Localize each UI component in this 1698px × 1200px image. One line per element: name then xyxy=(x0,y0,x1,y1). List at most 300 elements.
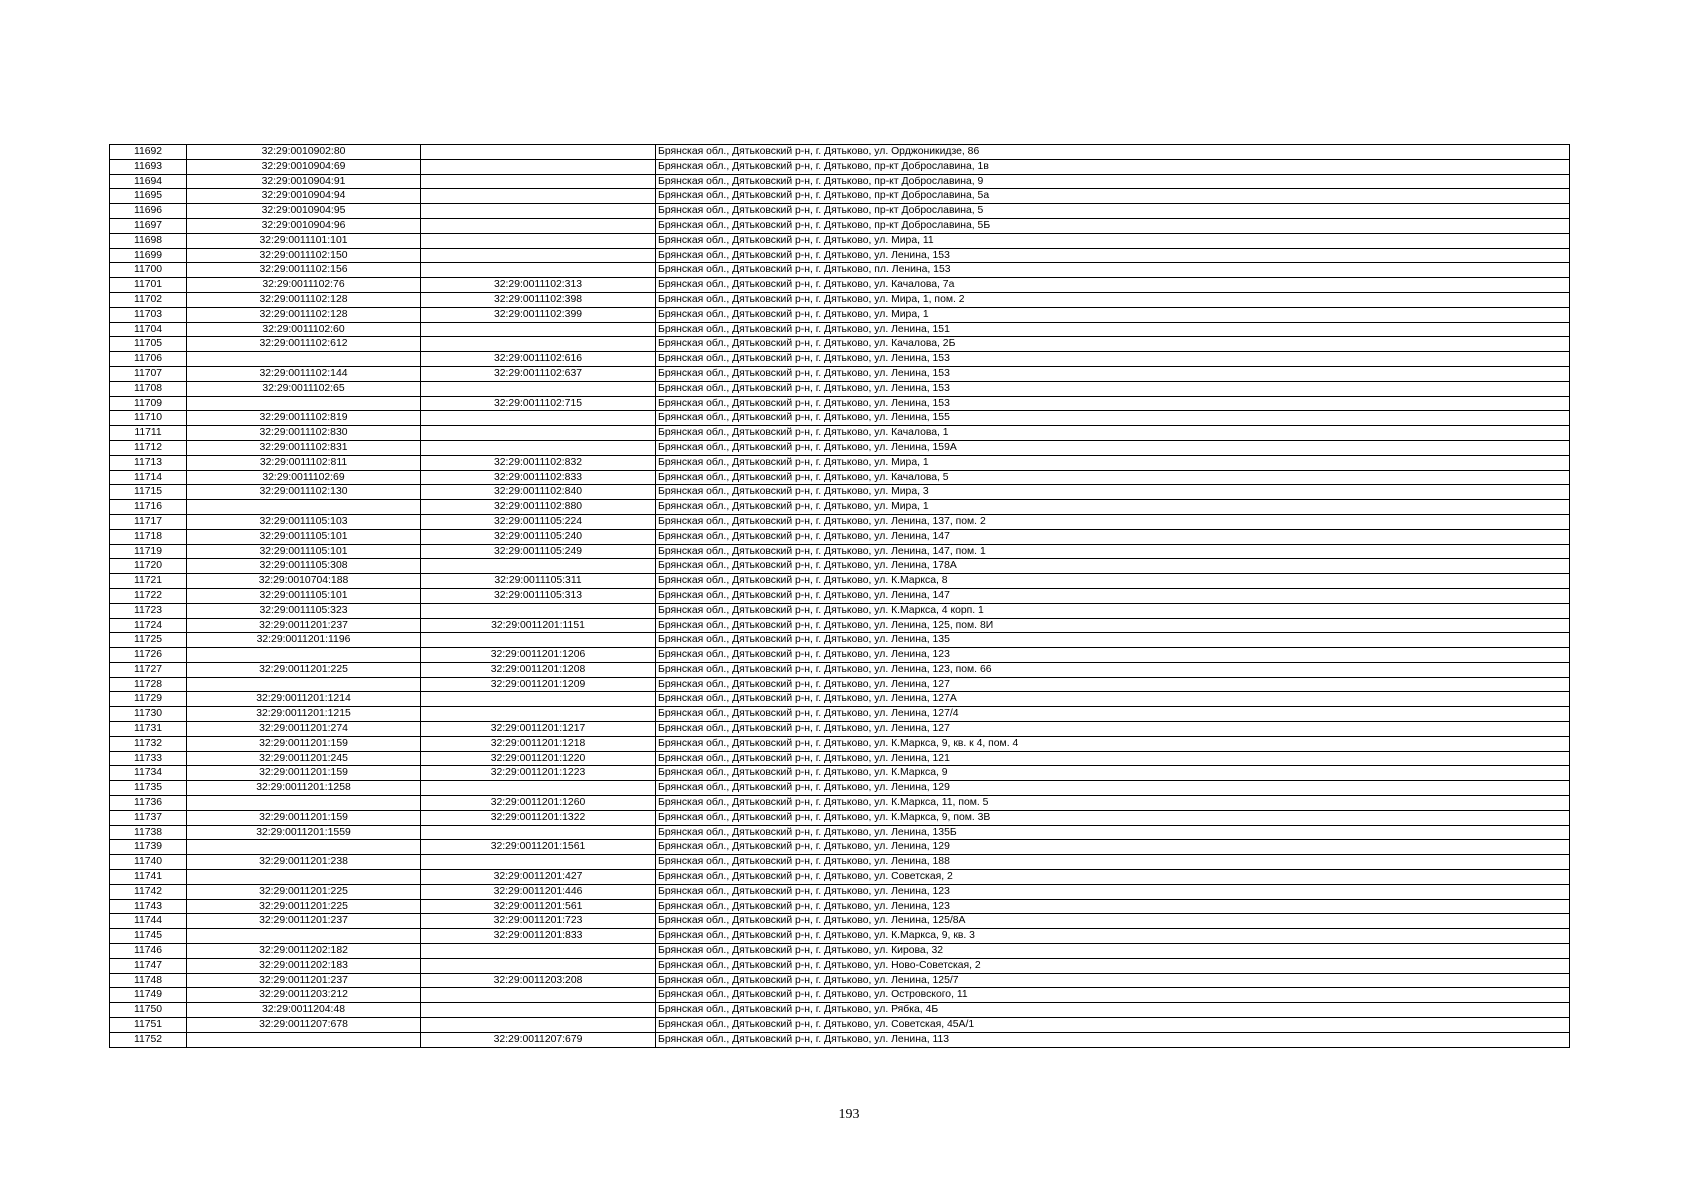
cadastral-number-cell: 32:29:0011201:1215 xyxy=(187,707,421,722)
room-cadastral-number-cell: 32:29:0011102:616 xyxy=(421,352,656,367)
room-cadastral-number-cell xyxy=(421,781,656,796)
table-row xyxy=(110,707,1570,722)
address-cell: Брянская обл., Дятьковский р-н, г. Дятьково, ул. Качалова, 5 xyxy=(656,470,1570,485)
cadastral-number-cell xyxy=(187,500,421,515)
address-cell: Брянская обл., Дятьковский р-н, г. Дятьково, ул. К.Маркса, 9 xyxy=(656,766,1570,781)
room-cadastral-number-cell: 32:29:0011102:715 xyxy=(421,396,656,411)
address-cell: Брянская обл., Дятьковский р-н, г. Дятьково, ул. Ленина, 127 xyxy=(656,677,1570,692)
row-number-cell: 11725 xyxy=(110,633,187,648)
row-number-cell: 11714 xyxy=(110,470,187,485)
cadastral-number-cell: 32:29:0011201:225 xyxy=(187,884,421,899)
room-cadastral-number-cell: 32:29:0011203:208 xyxy=(421,973,656,988)
cadastral-number-cell xyxy=(187,352,421,367)
table-row xyxy=(110,781,1570,796)
cadastral-number-cell xyxy=(187,396,421,411)
cadastral-number-cell: 32:29:0011202:182 xyxy=(187,944,421,959)
row-number-cell: 11715 xyxy=(110,485,187,500)
room-cadastral-number-cell: 32:29:0011201:1218 xyxy=(421,736,656,751)
address-cell: Брянская обл., Дятьковский р-н, г. Дятьково, ул. Рябка, 4Б xyxy=(656,1003,1570,1018)
room-cadastral-number-cell xyxy=(421,944,656,959)
cadastral-number-cell xyxy=(187,840,421,855)
row-number-cell: 11723 xyxy=(110,603,187,618)
cadastral-number-cell: 32:29:0011201:159 xyxy=(187,810,421,825)
address-cell: Брянская обл., Дятьковский р-н, г. Дятьково, ул. Ленина, 147 xyxy=(656,529,1570,544)
address-cell: Брянская обл., Дятьковский р-н, г. Дятьково, ул. Мира, 3 xyxy=(656,485,1570,500)
address-cell: Брянская обл., Дятьковский р-н, г. Дятьково, ул. Ленина, 147 xyxy=(656,588,1570,603)
cadastral-number-cell: 32:29:0011207:678 xyxy=(187,1018,421,1033)
address-cell: Брянская обл., Дятьковский р-н, г. Дятьково, ул. Ленина, 127А xyxy=(656,692,1570,707)
row-number-cell: 11692 xyxy=(110,145,187,160)
room-cadastral-number-cell: 32:29:0011201:427 xyxy=(421,870,656,885)
room-cadastral-number-cell: 32:29:0011201:723 xyxy=(421,914,656,929)
cadastral-number-cell xyxy=(187,796,421,811)
row-number-cell: 11747 xyxy=(110,958,187,973)
cadastral-number-cell: 32:29:0011102:128 xyxy=(187,292,421,307)
room-cadastral-number-cell xyxy=(421,825,656,840)
table-row xyxy=(110,914,1570,929)
cadastral-number-cell: 32:29:0010902:80 xyxy=(187,145,421,160)
table-row xyxy=(110,292,1570,307)
room-cadastral-number-cell: 32:29:0011105:311 xyxy=(421,574,656,589)
table-row xyxy=(110,692,1570,707)
row-number-cell: 11721 xyxy=(110,574,187,589)
row-number-cell: 11741 xyxy=(110,870,187,885)
table-row xyxy=(110,248,1570,263)
address-cell: Брянская обл., Дятьковский р-н, г. Дятьково, ул. К.Маркса, 8 xyxy=(656,574,1570,589)
row-number-cell: 11719 xyxy=(110,544,187,559)
row-number-cell: 11728 xyxy=(110,677,187,692)
row-number-cell: 11749 xyxy=(110,988,187,1003)
address-cell: Брянская обл., Дятьковский р-н, г. Дятьково, ул. К.Маркса, 4 корп. 1 xyxy=(656,603,1570,618)
row-number-cell: 11727 xyxy=(110,662,187,677)
table-row xyxy=(110,278,1570,293)
address-cell: Брянская обл., Дятьковский р-н, г. Дятьково, ул. Ленина, 123 xyxy=(656,884,1570,899)
room-cadastral-number-cell xyxy=(421,263,656,278)
row-number-cell: 11701 xyxy=(110,278,187,293)
cadastral-number-cell: 32:29:0011201:245 xyxy=(187,751,421,766)
table-row xyxy=(110,736,1570,751)
room-cadastral-number-cell xyxy=(421,958,656,973)
table-row xyxy=(110,870,1570,885)
cadastral-number-cell: 32:29:0011203:212 xyxy=(187,988,421,1003)
table-row xyxy=(110,529,1570,544)
room-cadastral-number-cell: 32:29:0011201:1217 xyxy=(421,722,656,737)
row-number-cell: 11742 xyxy=(110,884,187,899)
row-number-cell: 11702 xyxy=(110,292,187,307)
row-number-cell: 11718 xyxy=(110,529,187,544)
cadastral-number-cell: 32:29:0011201:225 xyxy=(187,899,421,914)
address-cell: Брянская обл., Дятьковский р-н, г. Дятьково, ул. Ленина, 151 xyxy=(656,322,1570,337)
row-number-cell: 11712 xyxy=(110,440,187,455)
address-cell: Брянская обл., Дятьковский р-н, г. Дятьково, ул. Ленина, 155 xyxy=(656,411,1570,426)
address-cell: Брянская обл., Дятьковский р-н, г. Дятьково, пр-кт Доброславина, 1в xyxy=(656,159,1570,174)
address-cell: Брянская обл., Дятьковский р-н, г. Дятьково, ул. Ленина, 178А xyxy=(656,559,1570,574)
address-cell: Брянская обл., Дятьковский р-н, г. Дятьково, ул. Ново-Советская, 2 xyxy=(656,958,1570,973)
row-number-cell: 11716 xyxy=(110,500,187,515)
room-cadastral-number-cell xyxy=(421,559,656,574)
room-cadastral-number-cell xyxy=(421,174,656,189)
address-cell: Брянская обл., Дятьковский р-н, г. Дятьково, ул. Ленина, 123 xyxy=(656,899,1570,914)
room-cadastral-number-cell: 32:29:0011102:399 xyxy=(421,307,656,322)
address-cell: Брянская обл., Дятьковский р-н, г. Дятьково, ул. Ленина, 125/7 xyxy=(656,973,1570,988)
room-cadastral-number-cell: 32:29:0011201:1206 xyxy=(421,648,656,663)
room-cadastral-number-cell: 32:29:0011201:1223 xyxy=(421,766,656,781)
cadastral-number-cell: 32:29:0011204:48 xyxy=(187,1003,421,1018)
address-cell: Брянская обл., Дятьковский р-н, г. Дятьково, ул. Советская, 2 xyxy=(656,870,1570,885)
row-number-cell: 11752 xyxy=(110,1032,187,1047)
address-cell: Брянская обл., Дятьковский р-н, г. Дятьково, ул. Ленина, 123, пом. 66 xyxy=(656,662,1570,677)
row-number-cell: 11711 xyxy=(110,426,187,441)
cadastral-number-cell: 32:29:0011201:1214 xyxy=(187,692,421,707)
room-cadastral-number-cell xyxy=(421,1018,656,1033)
table-row xyxy=(110,840,1570,855)
address-cell: Брянская обл., Дятьковский р-н, г. Дятьково, ул. К.Маркса, 9, кв. к 4, пом. 4 xyxy=(656,736,1570,751)
row-number-cell: 11697 xyxy=(110,218,187,233)
table-row xyxy=(110,307,1570,322)
table-row xyxy=(110,677,1570,692)
room-cadastral-number-cell: 32:29:0011201:1208 xyxy=(421,662,656,677)
table-row xyxy=(110,1003,1570,1018)
room-cadastral-number-cell: 32:29:0011207:679 xyxy=(421,1032,656,1047)
row-number-cell: 11735 xyxy=(110,781,187,796)
address-cell: Брянская обл., Дятьковский р-н, г. Дятьково, пр-кт Доброславина, 5 xyxy=(656,204,1570,219)
room-cadastral-number-cell xyxy=(421,855,656,870)
room-cadastral-number-cell: 32:29:0011105:224 xyxy=(421,514,656,529)
address-cell: Брянская обл., Дятьковский р-н, г. Дятьково, ул. Мира, 1 xyxy=(656,500,1570,515)
row-number-cell: 11706 xyxy=(110,352,187,367)
row-number-cell: 11743 xyxy=(110,899,187,914)
row-number-cell: 11699 xyxy=(110,248,187,263)
cadastral-number-cell: 32:29:0010704:188 xyxy=(187,574,421,589)
cadastral-number-cell: 32:29:0011102:831 xyxy=(187,440,421,455)
table-row xyxy=(110,588,1570,603)
table-row xyxy=(110,929,1570,944)
table-row xyxy=(110,618,1570,633)
room-cadastral-number-cell xyxy=(421,248,656,263)
table-row xyxy=(110,766,1570,781)
table-row xyxy=(110,958,1570,973)
address-cell: Брянская обл., Дятьковский р-н, г. Дятьково, ул. Мира, 1 xyxy=(656,307,1570,322)
cadastral-number-cell: 32:29:0011101:101 xyxy=(187,233,421,248)
room-cadastral-number-cell: 32:29:0011201:1151 xyxy=(421,618,656,633)
row-number-cell: 11704 xyxy=(110,322,187,337)
table-row xyxy=(110,174,1570,189)
address-cell: Брянская обл., Дятьковский р-н, г. Дятьково, ул. Мира, 1 xyxy=(656,455,1570,470)
cadastral-number-cell: 32:29:0011201:1258 xyxy=(187,781,421,796)
cadastral-number-cell: 32:29:0011105:308 xyxy=(187,559,421,574)
room-cadastral-number-cell xyxy=(421,204,656,219)
room-cadastral-number-cell xyxy=(421,707,656,722)
table-row xyxy=(110,722,1570,737)
table-row xyxy=(110,973,1570,988)
row-number-cell: 11736 xyxy=(110,796,187,811)
address-cell: Брянская обл., Дятьковский р-н, г. Дятьково, ул. Ленина, 153 xyxy=(656,352,1570,367)
room-cadastral-number-cell: 32:29:0011105:313 xyxy=(421,588,656,603)
room-cadastral-number-cell: 32:29:0011102:637 xyxy=(421,366,656,381)
cadastral-number-cell xyxy=(187,929,421,944)
table-row xyxy=(110,263,1570,278)
table-row xyxy=(110,145,1570,160)
address-cell: Брянская обл., Дятьковский р-н, г. Дятьково, ул. Ленина, 121 xyxy=(656,751,1570,766)
row-number-cell: 11744 xyxy=(110,914,187,929)
cadastral-number-cell: 32:29:0010904:95 xyxy=(187,204,421,219)
table-row xyxy=(110,337,1570,352)
room-cadastral-number-cell xyxy=(421,1003,656,1018)
cadastral-number-cell: 32:29:0010904:94 xyxy=(187,189,421,204)
property-registry-table xyxy=(109,144,1570,1048)
address-cell: Брянская обл., Дятьковский р-н, г. Дятьково, пр-кт Доброславина, 9 xyxy=(656,174,1570,189)
cadastral-number-cell: 32:29:0011201:237 xyxy=(187,618,421,633)
row-number-cell: 11708 xyxy=(110,381,187,396)
address-cell: Брянская обл., Дятьковский р-н, г. Дятьково, ул. Качалова, 2Б xyxy=(656,337,1570,352)
row-number-cell: 11731 xyxy=(110,722,187,737)
cadastral-number-cell: 32:29:0011201:237 xyxy=(187,914,421,929)
room-cadastral-number-cell xyxy=(421,322,656,337)
cadastral-number-cell xyxy=(187,677,421,692)
table-row xyxy=(110,233,1570,248)
cadastral-number-cell: 32:29:0011105:103 xyxy=(187,514,421,529)
table-row xyxy=(110,1018,1570,1033)
address-cell: Брянская обл., Дятьковский р-н, г. Дятьково, ул. Ленина, 125, пом. 8И xyxy=(656,618,1570,633)
row-number-cell: 11722 xyxy=(110,588,187,603)
cadastral-number-cell: 32:29:0011201:225 xyxy=(187,662,421,677)
row-number-cell: 11707 xyxy=(110,366,187,381)
table-row xyxy=(110,218,1570,233)
table-row xyxy=(110,662,1570,677)
row-number-cell: 11750 xyxy=(110,1003,187,1018)
row-number-cell: 11709 xyxy=(110,396,187,411)
address-cell: Брянская обл., Дятьковский р-н, г. Дятьково, ул. Ленина, 135Б xyxy=(656,825,1570,840)
row-number-cell: 11694 xyxy=(110,174,187,189)
cadastral-number-cell: 32:29:0011102:612 xyxy=(187,337,421,352)
table-body xyxy=(110,145,1570,1048)
room-cadastral-number-cell: 32:29:0011105:240 xyxy=(421,529,656,544)
address-cell: Брянская обл., Дятьковский р-н, г. Дятьково, ул. Мира, 1, пом. 2 xyxy=(656,292,1570,307)
table-row xyxy=(110,440,1570,455)
row-number-cell: 11698 xyxy=(110,233,187,248)
cadastral-number-cell: 32:29:0011201:237 xyxy=(187,973,421,988)
address-cell: Брянская обл., Дятьковский р-н, г. Дятьково, ул. Ленина, 188 xyxy=(656,855,1570,870)
cadastral-number-cell xyxy=(187,648,421,663)
room-cadastral-number-cell: 32:29:0011201:1322 xyxy=(421,810,656,825)
room-cadastral-number-cell xyxy=(421,337,656,352)
cadastral-number-cell: 32:29:0011102:156 xyxy=(187,263,421,278)
row-number-cell: 11710 xyxy=(110,411,187,426)
cadastral-number-cell: 32:29:0011102:65 xyxy=(187,381,421,396)
row-number-cell: 11740 xyxy=(110,855,187,870)
row-number-cell: 11703 xyxy=(110,307,187,322)
room-cadastral-number-cell xyxy=(421,988,656,1003)
address-cell: Брянская обл., Дятьковский р-н, г. Дятьково, ул. Ленина, 127 xyxy=(656,722,1570,737)
room-cadastral-number-cell xyxy=(421,633,656,648)
room-cadastral-number-cell xyxy=(421,381,656,396)
row-number-cell: 11732 xyxy=(110,736,187,751)
table-row xyxy=(110,574,1570,589)
table-row xyxy=(110,796,1570,811)
address-cell: Брянская обл., Дятьковский р-н, г. Дятьково, ул. К.Маркса, 9, кв. 3 xyxy=(656,929,1570,944)
room-cadastral-number-cell xyxy=(421,145,656,160)
table-row xyxy=(110,544,1570,559)
cadastral-number-cell: 32:29:0011202:183 xyxy=(187,958,421,973)
cadastral-number-cell: 32:29:0011201:274 xyxy=(187,722,421,737)
table-row xyxy=(110,988,1570,1003)
address-cell: Брянская обл., Дятьковский р-н, г. Дятьково, ул. Советская, 45А/1 xyxy=(656,1018,1570,1033)
row-number-cell: 11713 xyxy=(110,455,187,470)
room-cadastral-number-cell: 32:29:0011105:249 xyxy=(421,544,656,559)
table-row xyxy=(110,322,1570,337)
cadastral-number-cell: 32:29:0011102:130 xyxy=(187,485,421,500)
cadastral-number-cell: 32:29:0011102:76 xyxy=(187,278,421,293)
room-cadastral-number-cell: 32:29:0011201:561 xyxy=(421,899,656,914)
cadastral-number-cell: 32:29:0011105:101 xyxy=(187,544,421,559)
cadastral-number-cell: 32:29:0011201:159 xyxy=(187,736,421,751)
row-number-cell: 11733 xyxy=(110,751,187,766)
address-cell: Брянская обл., Дятьковский р-н, г. Дятьково, ул. Ленина, 147, пом. 1 xyxy=(656,544,1570,559)
room-cadastral-number-cell: 32:29:0011102:398 xyxy=(421,292,656,307)
table-row xyxy=(110,810,1570,825)
room-cadastral-number-cell: 32:29:0011102:833 xyxy=(421,470,656,485)
row-number-cell: 11720 xyxy=(110,559,187,574)
cadastral-number-cell: 32:29:0011102:811 xyxy=(187,455,421,470)
table-row xyxy=(110,189,1570,204)
row-number-cell: 11705 xyxy=(110,337,187,352)
table-row xyxy=(110,470,1570,485)
cadastral-number-cell: 32:29:0011201:238 xyxy=(187,855,421,870)
cadastral-number-cell: 32:29:0011102:150 xyxy=(187,248,421,263)
room-cadastral-number-cell xyxy=(421,426,656,441)
address-cell: Брянская обл., Дятьковский р-н, г. Дятьково, ул. Ленина, 129 xyxy=(656,840,1570,855)
room-cadastral-number-cell: 32:29:0011201:1561 xyxy=(421,840,656,855)
cadastral-number-cell: 32:29:0011201:159 xyxy=(187,766,421,781)
table-row xyxy=(110,825,1570,840)
room-cadastral-number-cell: 32:29:0011102:880 xyxy=(421,500,656,515)
table-row xyxy=(110,944,1570,959)
table-row xyxy=(110,751,1570,766)
table-row xyxy=(110,855,1570,870)
table-row xyxy=(110,1032,1570,1047)
table-row xyxy=(110,603,1570,618)
table-row xyxy=(110,884,1570,899)
cadastral-number-cell: 32:29:0010904:91 xyxy=(187,174,421,189)
room-cadastral-number-cell: 32:29:0011201:1220 xyxy=(421,751,656,766)
address-cell: Брянская обл., Дятьковский р-н, г. Дятьково, ул. Качалова, 7а xyxy=(656,278,1570,293)
cadastral-number-cell: 32:29:0011102:819 xyxy=(187,411,421,426)
room-cadastral-number-cell: 32:29:0011102:832 xyxy=(421,455,656,470)
address-cell: Брянская обл., Дятьковский р-н, г. Дятьково, ул. Ленина, 153 xyxy=(656,381,1570,396)
room-cadastral-number-cell: 32:29:0011201:833 xyxy=(421,929,656,944)
table-row xyxy=(110,381,1570,396)
table-row xyxy=(110,633,1570,648)
room-cadastral-number-cell xyxy=(421,411,656,426)
room-cadastral-number-cell xyxy=(421,218,656,233)
cadastral-number-cell: 32:29:0011102:69 xyxy=(187,470,421,485)
row-number-cell: 11724 xyxy=(110,618,187,633)
row-number-cell: 11717 xyxy=(110,514,187,529)
cadastral-number-cell: 32:29:0010904:96 xyxy=(187,218,421,233)
table-row xyxy=(110,559,1570,574)
address-cell: Брянская обл., Дятьковский р-н, г. Дятьково, ул. Ленина, 113 xyxy=(656,1032,1570,1047)
room-cadastral-number-cell xyxy=(421,233,656,248)
address-cell: Брянская обл., Дятьковский р-н, г. Дятьково, пр-кт Доброславина, 5а xyxy=(656,189,1570,204)
table-row xyxy=(110,648,1570,663)
table-row xyxy=(110,899,1570,914)
row-number-cell: 11748 xyxy=(110,973,187,988)
row-number-cell: 11729 xyxy=(110,692,187,707)
address-cell: Брянская обл., Дятьковский р-н, г. Дятьково, ул. Ленина, 137, пом. 2 xyxy=(656,514,1570,529)
table-row xyxy=(110,352,1570,367)
cadastral-number-cell: 32:29:0011201:1196 xyxy=(187,633,421,648)
room-cadastral-number-cell: 32:29:0011201:1209 xyxy=(421,677,656,692)
cadastral-number-cell xyxy=(187,870,421,885)
table-row xyxy=(110,426,1570,441)
address-cell: Брянская обл., Дятьковский р-н, г. Дятьково, ул. Ленина, 153 xyxy=(656,366,1570,381)
row-number-cell: 11734 xyxy=(110,766,187,781)
cadastral-number-cell: 32:29:0010904:69 xyxy=(187,159,421,174)
table-row xyxy=(110,396,1570,411)
room-cadastral-number-cell xyxy=(421,159,656,174)
row-number-cell: 11693 xyxy=(110,159,187,174)
address-cell: Брянская обл., Дятьковский р-н, г. Дятьково, ул. Кирова, 32 xyxy=(656,944,1570,959)
room-cadastral-number-cell: 32:29:0011201:446 xyxy=(421,884,656,899)
room-cadastral-number-cell: 32:29:0011102:313 xyxy=(421,278,656,293)
cadastral-number-cell: 32:29:0011102:830 xyxy=(187,426,421,441)
row-number-cell: 11700 xyxy=(110,263,187,278)
address-cell: Брянская обл., Дятьковский р-н, г. Дятьково, ул. Ленина, 153 xyxy=(656,248,1570,263)
address-cell: Брянская обл., Дятьковский р-н, г. Дятьково, ул. Ленина, 127/4 xyxy=(656,707,1570,722)
address-cell: Брянская обл., Дятьковский р-н, г. Дятьково, ул. К.Маркса, 9, пом. 3В xyxy=(656,810,1570,825)
row-number-cell: 11745 xyxy=(110,929,187,944)
cadastral-number-cell: 32:29:0011105:101 xyxy=(187,588,421,603)
row-number-cell: 11751 xyxy=(110,1018,187,1033)
row-number-cell: 11737 xyxy=(110,810,187,825)
row-number-cell: 11695 xyxy=(110,189,187,204)
address-cell: Брянская обл., Дятьковский р-н, г. Дятьково, ул. Ленина, 159А xyxy=(656,440,1570,455)
address-cell: Брянская обл., Дятьковский р-н, г. Дятьково, ул. Островского, 11 xyxy=(656,988,1570,1003)
table-row xyxy=(110,455,1570,470)
address-cell: Брянская обл., Дятьковский р-н, г. Дятьково, ул. Качалова, 1 xyxy=(656,426,1570,441)
address-cell: Брянская обл., Дятьковский р-н, г. Дятьково, ул. Ленина, 153 xyxy=(656,396,1570,411)
row-number-cell: 11738 xyxy=(110,825,187,840)
address-cell: Брянская обл., Дятьковский р-н, г. Дятьково, ул. Мира, 11 xyxy=(656,233,1570,248)
address-cell: Брянская обл., Дятьковский р-н, г. Дятьково, ул. Ленина, 125/8А xyxy=(656,914,1570,929)
cadastral-number-cell: 32:29:0011105:323 xyxy=(187,603,421,618)
room-cadastral-number-cell xyxy=(421,692,656,707)
room-cadastral-number-cell xyxy=(421,440,656,455)
address-cell: Брянская обл., Дятьковский р-н, г. Дятьково, ул. Ленина, 129 xyxy=(656,781,1570,796)
cadastral-number-cell: 32:29:0011201:1559 xyxy=(187,825,421,840)
address-cell: Брянская обл., Дятьковский р-н, г. Дятьково, ул. Орджоникидзе, 86 xyxy=(656,145,1570,160)
address-cell: Брянская обл., Дятьковский р-н, г. Дятьково, ул. Ленина, 123 xyxy=(656,648,1570,663)
table-row xyxy=(110,366,1570,381)
table-row xyxy=(110,204,1570,219)
table-row xyxy=(110,500,1570,515)
cadastral-number-cell: 32:29:0011102:60 xyxy=(187,322,421,337)
table-row xyxy=(110,485,1570,500)
row-number-cell: 11730 xyxy=(110,707,187,722)
cadastral-number-cell: 32:29:0011105:101 xyxy=(187,529,421,544)
page-number: 193 xyxy=(838,1107,860,1122)
room-cadastral-number-cell xyxy=(421,189,656,204)
row-number-cell: 11739 xyxy=(110,840,187,855)
address-cell: Брянская обл., Дятьковский р-н, г. Дятьково, ул. Ленина, 135 xyxy=(656,633,1570,648)
cadastral-number-cell: 32:29:0011102:144 xyxy=(187,366,421,381)
cadastral-number-cell: 32:29:0011102:128 xyxy=(187,307,421,322)
cadastral-number-cell xyxy=(187,1032,421,1047)
table-row xyxy=(110,159,1570,174)
row-number-cell: 11746 xyxy=(110,944,187,959)
room-cadastral-number-cell: 32:29:0011201:1260 xyxy=(421,796,656,811)
row-number-cell: 11726 xyxy=(110,648,187,663)
